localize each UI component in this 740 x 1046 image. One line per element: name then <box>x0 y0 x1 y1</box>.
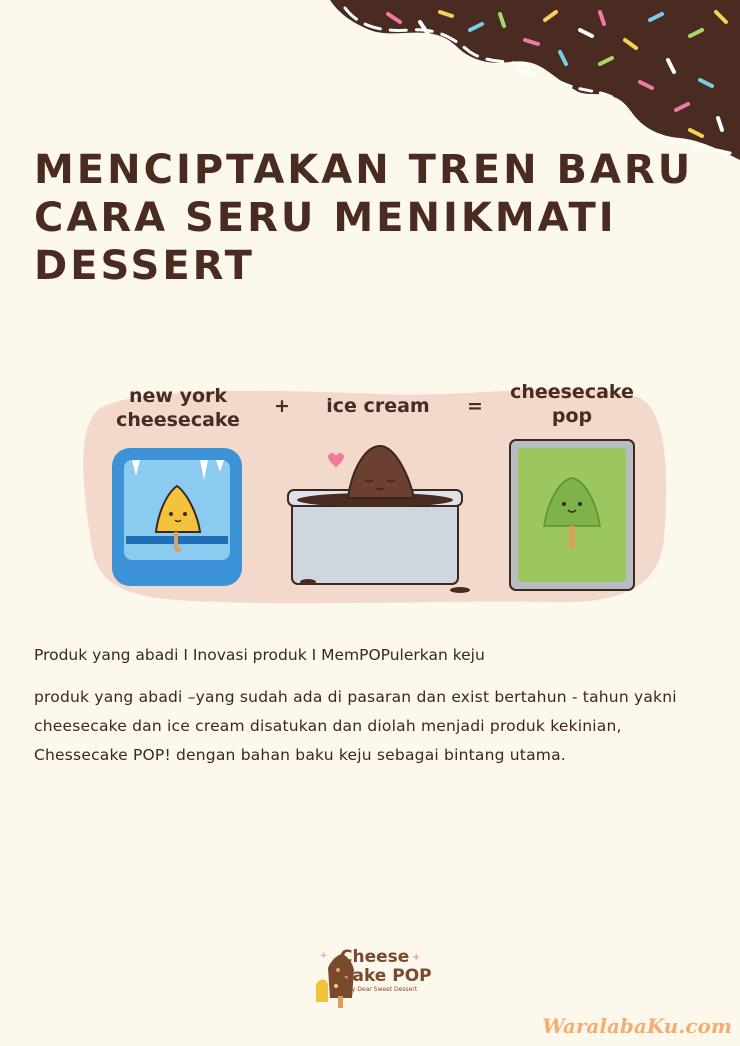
brand-logo-text <box>340 948 432 994</box>
tagline: Produk yang abadi I Inovasi produk I MemPOPulerkan keju <box>34 646 485 664</box>
logo-line-1: Cheese <box>340 947 410 967</box>
label-cheesecake: cheesecake <box>116 409 240 431</box>
page-title <box>34 146 693 290</box>
dessert-equation-illustration <box>80 368 670 613</box>
label-new-york: new york <box>128 385 228 407</box>
label-cheesecake-2: cheesecake <box>510 381 634 403</box>
chocolate-drip-decoration <box>0 0 740 170</box>
title-line-3: DESSERT <box>34 243 255 289</box>
equals-sign: = <box>467 395 483 417</box>
title-line-2: CARA SERU MENIKMATI <box>34 195 617 241</box>
title-line-1: MENCIPTAKAN TREN BARU <box>34 147 694 193</box>
logo-line-2: Cake POP <box>340 966 432 986</box>
plus-sign: + <box>274 395 290 417</box>
cheesecake-pop-tray-icon <box>510 440 634 590</box>
label-ice-cream: ice cream <box>326 395 430 417</box>
frozen-cheesecake-icon <box>112 448 242 586</box>
body-paragraph: produk yang abadi –yang sudah ada di pasaran dan exist bertahun - tahun yakni cheesecake dan ice cream disatukan dan diolah menjadi produk kekinian, Chessecake POP! dengan bahan baku keju sebagai bintang utama. <box>34 688 677 764</box>
watermark-logo: WaralabaKu.com <box>542 1014 732 1038</box>
svg-text:+: + <box>320 951 328 961</box>
logo-subtitle: by Dear Sweet Dessert <box>348 986 418 993</box>
svg-text:+: + <box>412 952 421 963</box>
label-pop: pop <box>551 405 593 427</box>
